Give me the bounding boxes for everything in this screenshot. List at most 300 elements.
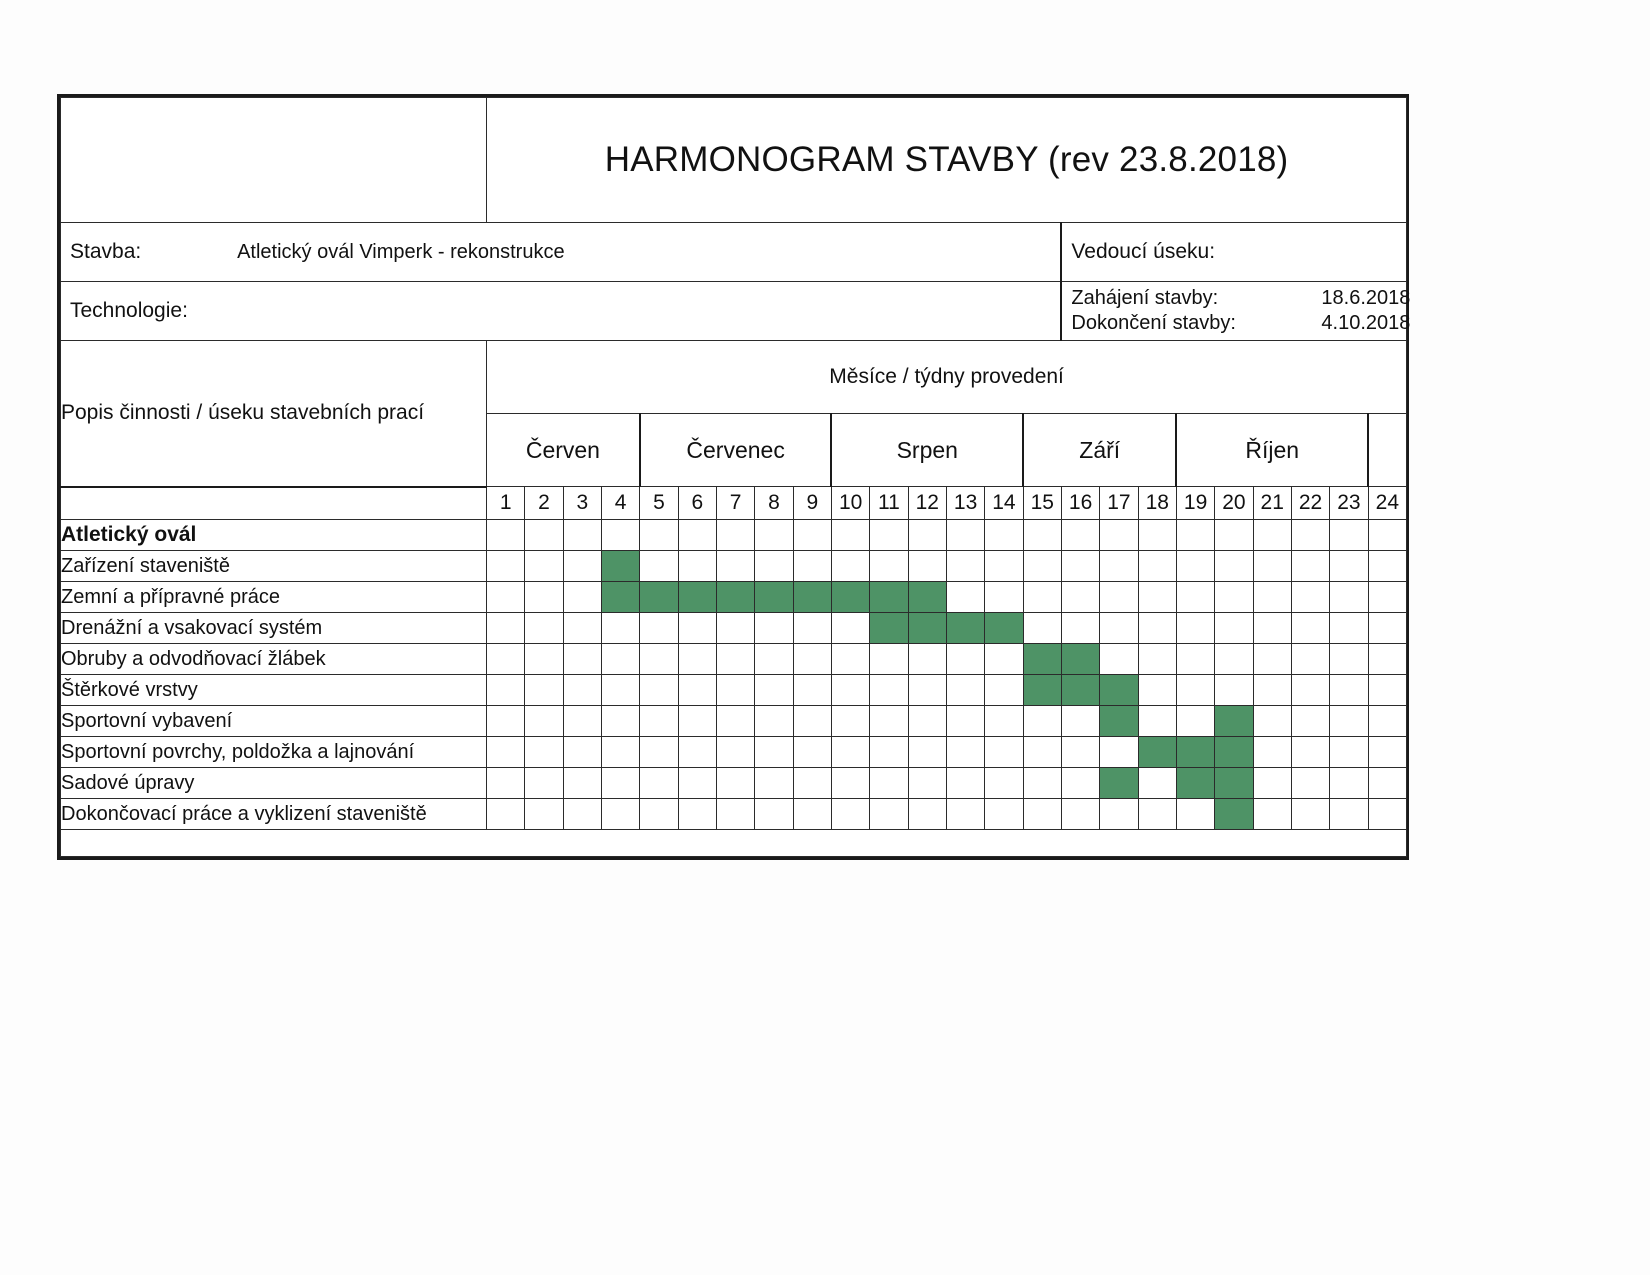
gantt-empty-cell[interactable] <box>793 737 831 768</box>
gantt-empty-cell[interactable] <box>1100 551 1138 582</box>
gantt-empty-cell[interactable] <box>870 706 908 737</box>
gantt-empty-cell[interactable] <box>640 520 678 551</box>
gantt-bar-cell[interactable] <box>1176 768 1214 799</box>
week-number-22: 22 <box>1291 487 1329 520</box>
months-title: Měsíce / týdny provedení <box>487 341 1407 414</box>
stavba-value: Atletický ovál Vimperk - rekonstrukce <box>237 241 565 263</box>
gantt-empty-cell[interactable] <box>1138 582 1176 613</box>
gantt-empty-cell[interactable] <box>985 644 1023 675</box>
gantt-empty-cell[interactable] <box>563 551 601 582</box>
gantt-empty-cell[interactable] <box>985 706 1023 737</box>
gantt-empty-cell[interactable] <box>1061 551 1099 582</box>
gantt-empty-cell[interactable] <box>640 675 678 706</box>
month-header-červen: Červen <box>487 414 640 487</box>
week-number-14: 14 <box>985 487 1023 520</box>
task-label: Štěrkové vrstvy <box>61 675 487 706</box>
gantt-empty-cell[interactable] <box>1061 768 1099 799</box>
gantt-empty-cell[interactable] <box>1253 768 1291 799</box>
gantt-empty-cell[interactable] <box>1061 706 1099 737</box>
gantt-empty-cell[interactable] <box>985 675 1023 706</box>
gantt-empty-cell[interactable] <box>1368 706 1407 737</box>
gantt-empty-cell[interactable] <box>1138 706 1176 737</box>
gantt-empty-cell[interactable] <box>793 613 831 644</box>
gantt-empty-cell[interactable] <box>1138 551 1176 582</box>
gantt-empty-cell[interactable] <box>1253 551 1291 582</box>
gantt-empty-cell[interactable] <box>985 520 1023 551</box>
gantt-bar-cell[interactable] <box>1215 799 1253 830</box>
gantt-empty-cell[interactable] <box>487 706 525 737</box>
gantt-empty-cell[interactable] <box>1138 799 1176 830</box>
week-number-11: 11 <box>870 487 908 520</box>
gantt-empty-cell[interactable] <box>1368 737 1407 768</box>
gantt-empty-cell[interactable] <box>870 551 908 582</box>
gantt-empty-cell[interactable] <box>831 706 869 737</box>
gantt-empty-cell[interactable] <box>793 706 831 737</box>
gantt-empty-cell[interactable] <box>793 644 831 675</box>
gantt-empty-cell[interactable] <box>1330 582 1368 613</box>
gantt-bar-cell[interactable] <box>1061 644 1099 675</box>
gantt-empty-cell[interactable] <box>831 768 869 799</box>
gantt-empty-cell[interactable] <box>793 520 831 551</box>
gantt-empty-cell[interactable] <box>640 768 678 799</box>
gantt-empty-cell[interactable] <box>716 644 754 675</box>
gantt-empty-cell[interactable] <box>908 644 946 675</box>
gantt-empty-cell[interactable] <box>946 644 984 675</box>
gantt-empty-cell[interactable] <box>678 706 716 737</box>
gantt-empty-cell[interactable] <box>601 520 639 551</box>
task-row[interactable] <box>61 768 1407 799</box>
stavba-label: Stavba: <box>70 240 142 263</box>
gantt-empty-cell[interactable] <box>946 520 984 551</box>
gantt-empty-cell[interactable] <box>640 613 678 644</box>
gantt-empty-cell[interactable] <box>985 551 1023 582</box>
gantt-empty-cell[interactable] <box>1100 644 1138 675</box>
gantt-empty-cell[interactable] <box>1330 613 1368 644</box>
gantt-empty-cell[interactable] <box>601 644 639 675</box>
gantt-bar-cell[interactable] <box>1023 675 1061 706</box>
gantt-empty-cell[interactable] <box>1291 768 1329 799</box>
gantt-empty-cell[interactable] <box>1215 551 1253 582</box>
task-row[interactable] <box>61 582 1407 613</box>
week-numbers-row <box>61 487 1407 520</box>
gantt-empty-cell[interactable] <box>755 737 793 768</box>
gantt-empty-cell[interactable] <box>755 613 793 644</box>
gantt-empty-cell[interactable] <box>946 706 984 737</box>
gantt-empty-cell[interactable] <box>1138 520 1176 551</box>
gantt-empty-cell[interactable] <box>678 675 716 706</box>
gantt-empty-cell[interactable] <box>831 675 869 706</box>
gantt-empty-cell[interactable] <box>908 551 946 582</box>
task-label: Sadové úpravy <box>61 768 487 799</box>
gantt-empty-cell[interactable] <box>908 799 946 830</box>
gantt-empty-cell[interactable] <box>985 768 1023 799</box>
gantt-empty-cell[interactable] <box>525 675 563 706</box>
gantt-empty-cell[interactable] <box>755 551 793 582</box>
gantt-empty-cell[interactable] <box>870 799 908 830</box>
month-header-září: Září <box>1023 414 1176 487</box>
gantt-empty-cell[interactable] <box>487 644 525 675</box>
gantt-empty-cell[interactable] <box>870 520 908 551</box>
gantt-empty-cell[interactable] <box>1215 675 1253 706</box>
week-row-spacer <box>61 487 487 520</box>
gantt-empty-cell[interactable] <box>640 737 678 768</box>
gantt-empty-cell[interactable] <box>525 799 563 830</box>
gantt-empty-cell[interactable] <box>908 737 946 768</box>
gantt-empty-cell[interactable] <box>716 768 754 799</box>
gantt-bar-cell[interactable] <box>640 582 678 613</box>
gantt-empty-cell[interactable] <box>487 520 525 551</box>
gantt-empty-cell[interactable] <box>640 706 678 737</box>
gantt-empty-cell[interactable] <box>1253 613 1291 644</box>
gantt-empty-cell[interactable] <box>601 613 639 644</box>
gantt-bar-cell[interactable] <box>1100 675 1138 706</box>
title-corner-left <box>61 98 487 223</box>
gantt-bar-cell[interactable] <box>716 582 754 613</box>
gantt-empty-cell[interactable] <box>678 799 716 830</box>
gantt-empty-cell[interactable] <box>1368 582 1407 613</box>
week-number-15: 15 <box>1023 487 1061 520</box>
gantt-empty-cell[interactable] <box>831 799 869 830</box>
gantt-empty-cell[interactable] <box>1330 551 1368 582</box>
gantt-empty-cell[interactable] <box>1330 520 1368 551</box>
gantt-empty-cell[interactable] <box>793 799 831 830</box>
gantt-empty-cell[interactable] <box>831 613 869 644</box>
gantt-empty-cell[interactable] <box>1368 520 1407 551</box>
gantt-empty-cell[interactable] <box>1176 582 1214 613</box>
gantt-empty-cell[interactable] <box>563 799 601 830</box>
gantt-empty-cell[interactable] <box>640 644 678 675</box>
stavba-row <box>61 223 1407 282</box>
gantt-empty-cell[interactable] <box>525 613 563 644</box>
gantt-empty-cell[interactable] <box>1176 613 1214 644</box>
gantt-empty-cell[interactable] <box>946 582 984 613</box>
task-label: Zařízení staveniště <box>61 551 487 582</box>
gantt-empty-cell[interactable] <box>487 799 525 830</box>
week-number-2: 2 <box>525 487 563 520</box>
gantt-empty-cell[interactable] <box>1138 675 1176 706</box>
gantt-empty-cell[interactable] <box>525 582 563 613</box>
gantt-empty-cell[interactable] <box>1100 520 1138 551</box>
week-number-18: 18 <box>1138 487 1176 520</box>
gantt-empty-cell[interactable] <box>908 706 946 737</box>
gantt-empty-cell[interactable] <box>755 675 793 706</box>
gantt-empty-cell[interactable] <box>1061 520 1099 551</box>
week-number-5: 5 <box>640 487 678 520</box>
gantt-empty-cell[interactable] <box>870 675 908 706</box>
gantt-bar-cell[interactable] <box>1215 706 1253 737</box>
gantt-empty-cell[interactable] <box>908 520 946 551</box>
gantt-empty-cell[interactable] <box>946 799 984 830</box>
technologie-label: Technologie: <box>70 299 188 322</box>
gantt-bar-cell[interactable] <box>870 582 908 613</box>
gantt-empty-cell[interactable] <box>1023 768 1061 799</box>
gantt-empty-cell[interactable] <box>793 768 831 799</box>
gantt-empty-cell[interactable] <box>946 551 984 582</box>
gantt-empty-cell[interactable] <box>487 582 525 613</box>
gantt-empty-cell[interactable] <box>678 520 716 551</box>
gantt-empty-cell[interactable] <box>1100 613 1138 644</box>
gantt-empty-cell[interactable] <box>1176 520 1214 551</box>
gantt-empty-cell[interactable] <box>1176 644 1214 675</box>
gantt-empty-cell[interactable] <box>946 675 984 706</box>
month-header-extra <box>1368 414 1407 487</box>
gantt-empty-cell[interactable] <box>1253 799 1291 830</box>
gantt-empty-cell[interactable] <box>1291 799 1329 830</box>
gantt-empty-cell[interactable] <box>1368 644 1407 675</box>
task-row[interactable] <box>61 644 1407 675</box>
gantt-empty-cell[interactable] <box>601 737 639 768</box>
gantt-empty-cell[interactable] <box>487 613 525 644</box>
gantt-empty-cell[interactable] <box>1291 582 1329 613</box>
gantt-bar-cell[interactable] <box>831 582 869 613</box>
week-number-8: 8 <box>755 487 793 520</box>
gantt-empty-cell[interactable] <box>525 520 563 551</box>
gantt-empty-cell[interactable] <box>563 520 601 551</box>
gantt-empty-cell[interactable] <box>1253 520 1291 551</box>
month-header-srpen: Srpen <box>831 414 1023 487</box>
gantt-empty-cell[interactable] <box>755 520 793 551</box>
gantt-empty-cell[interactable] <box>716 520 754 551</box>
gantt-empty-cell[interactable] <box>1023 706 1061 737</box>
gantt-empty-cell[interactable] <box>1138 613 1176 644</box>
gantt-empty-cell[interactable] <box>487 675 525 706</box>
task-label: Sportovní vybavení <box>61 706 487 737</box>
task-label: Drenážní a vsakovací systém <box>61 613 487 644</box>
gantt-empty-cell[interactable] <box>1291 737 1329 768</box>
gantt-bar-cell[interactable] <box>601 582 639 613</box>
week-number-16: 16 <box>1061 487 1099 520</box>
month-header-červenec: Červenec <box>640 414 832 487</box>
gantt-empty-cell[interactable] <box>601 799 639 830</box>
gantt-empty-cell[interactable] <box>831 737 869 768</box>
gantt-empty-cell[interactable] <box>1291 644 1329 675</box>
gantt-empty-cell[interactable] <box>1291 675 1329 706</box>
gantt-empty-cell[interactable] <box>1368 613 1407 644</box>
gantt-empty-cell[interactable] <box>985 737 1023 768</box>
task-label: Atletický ovál <box>61 520 487 551</box>
gantt-empty-cell[interactable] <box>946 768 984 799</box>
gantt-empty-cell[interactable] <box>1138 644 1176 675</box>
gantt-empty-cell[interactable] <box>1368 768 1407 799</box>
zahajeni-value: 18.6.2018 <box>1321 287 1411 309</box>
gantt-empty-cell[interactable] <box>1330 644 1368 675</box>
dates-cell <box>1061 282 1411 341</box>
gantt-empty-cell[interactable] <box>1291 706 1329 737</box>
dokonceni-label: Dokončení stavby: <box>1071 312 1236 334</box>
gantt-empty-cell[interactable] <box>1023 582 1061 613</box>
month-header-říjen: Říjen <box>1176 414 1368 487</box>
gantt-bar-cell[interactable] <box>946 613 984 644</box>
gantt-empty-cell[interactable] <box>601 768 639 799</box>
gantt-empty-cell[interactable] <box>1291 520 1329 551</box>
gantt-empty-cell[interactable] <box>908 768 946 799</box>
gantt-bar-cell[interactable] <box>1138 737 1176 768</box>
gantt-empty-cell[interactable] <box>946 737 984 768</box>
gantt-empty-cell[interactable] <box>716 675 754 706</box>
gantt-empty-cell[interactable] <box>1138 768 1176 799</box>
task-row[interactable] <box>61 799 1407 830</box>
gantt-empty-cell[interactable] <box>563 613 601 644</box>
gantt-empty-cell[interactable] <box>487 737 525 768</box>
gantt-empty-cell[interactable] <box>755 644 793 675</box>
gantt-empty-cell[interactable] <box>1330 799 1368 830</box>
gantt-empty-cell[interactable] <box>1291 613 1329 644</box>
gantt-empty-cell[interactable] <box>716 706 754 737</box>
gantt-empty-cell[interactable] <box>755 768 793 799</box>
gantt-empty-cell[interactable] <box>870 768 908 799</box>
gantt-empty-cell[interactable] <box>640 799 678 830</box>
gantt-empty-cell[interactable] <box>716 613 754 644</box>
gantt-empty-cell[interactable] <box>525 768 563 799</box>
gantt-empty-cell[interactable] <box>985 582 1023 613</box>
gantt-bar-cell[interactable] <box>1100 768 1138 799</box>
gantt-empty-cell[interactable] <box>563 768 601 799</box>
gantt-empty-cell[interactable] <box>1253 582 1291 613</box>
week-number-7: 7 <box>716 487 754 520</box>
gantt-bar-cell[interactable] <box>908 613 946 644</box>
gantt-empty-cell[interactable] <box>1330 675 1368 706</box>
gantt-empty-cell[interactable] <box>1368 675 1407 706</box>
gantt-empty-cell[interactable] <box>831 520 869 551</box>
gantt-empty-cell[interactable] <box>1253 644 1291 675</box>
table-footer-strip <box>61 830 1407 857</box>
week-number-6: 6 <box>678 487 716 520</box>
gantt-empty-cell[interactable] <box>1061 613 1099 644</box>
gantt-empty-cell[interactable] <box>831 644 869 675</box>
gantt-empty-cell[interactable] <box>985 799 1023 830</box>
gantt-empty-cell[interactable] <box>563 582 601 613</box>
gantt-empty-cell[interactable] <box>755 706 793 737</box>
week-number-3: 3 <box>563 487 601 520</box>
gantt-empty-cell[interactable] <box>1330 768 1368 799</box>
gantt-empty-cell[interactable] <box>831 551 869 582</box>
gantt-empty-cell[interactable] <box>563 737 601 768</box>
gantt-empty-cell[interactable] <box>1330 706 1368 737</box>
gantt-empty-cell[interactable] <box>716 737 754 768</box>
gantt-empty-cell[interactable] <box>1215 582 1253 613</box>
gantt-empty-cell[interactable] <box>1215 613 1253 644</box>
gantt-empty-cell[interactable] <box>716 551 754 582</box>
harmonogram-table <box>57 94 1409 860</box>
gantt-empty-cell[interactable] <box>678 644 716 675</box>
gantt-empty-cell[interactable] <box>1330 737 1368 768</box>
gantt-empty-cell[interactable] <box>678 737 716 768</box>
gantt-bar-cell[interactable] <box>1176 737 1214 768</box>
gantt-empty-cell[interactable] <box>525 706 563 737</box>
gantt-empty-cell[interactable] <box>601 706 639 737</box>
task-row[interactable] <box>61 675 1407 706</box>
gantt-bar-cell[interactable] <box>908 582 946 613</box>
gantt-empty-cell[interactable] <box>1023 551 1061 582</box>
task-row[interactable] <box>61 520 1407 551</box>
gantt-empty-cell[interactable] <box>563 644 601 675</box>
gantt-empty-cell[interactable] <box>1215 520 1253 551</box>
months-title-row <box>61 341 1407 414</box>
gantt-empty-cell[interactable] <box>1291 551 1329 582</box>
gantt-empty-cell[interactable] <box>1023 799 1061 830</box>
gantt-bar-cell[interactable] <box>793 582 831 613</box>
gantt-empty-cell[interactable] <box>487 768 525 799</box>
gantt-bar-cell[interactable] <box>1215 768 1253 799</box>
gantt-empty-cell[interactable] <box>716 799 754 830</box>
gantt-empty-cell[interactable] <box>908 675 946 706</box>
gantt-empty-cell[interactable] <box>1176 799 1214 830</box>
gantt-empty-cell[interactable] <box>1368 799 1407 830</box>
gantt-empty-cell[interactable] <box>1061 799 1099 830</box>
gantt-empty-cell[interactable] <box>1061 737 1099 768</box>
gantt-empty-cell[interactable] <box>1100 582 1138 613</box>
gantt-empty-cell[interactable] <box>870 644 908 675</box>
gantt-bar-cell[interactable] <box>1023 644 1061 675</box>
zahajeni-label: Zahájení stavby: <box>1071 287 1219 309</box>
gantt-bar-cell[interactable] <box>755 582 793 613</box>
gantt-empty-cell[interactable] <box>1100 737 1138 768</box>
gantt-empty-cell[interactable] <box>793 551 831 582</box>
gantt-empty-cell[interactable] <box>525 551 563 582</box>
gantt-bar-cell[interactable] <box>601 551 639 582</box>
week-number-13: 13 <box>946 487 984 520</box>
gantt-empty-cell[interactable] <box>525 737 563 768</box>
gantt-bar-cell[interactable] <box>1061 675 1099 706</box>
task-label: Dokončovací práce a vyklizení staveniště <box>61 799 487 830</box>
gantt-empty-cell[interactable] <box>487 551 525 582</box>
task-label: Sportovní povrchy, poldožka a lajnování <box>61 737 487 768</box>
week-number-12: 12 <box>908 487 946 520</box>
gantt-bar-cell[interactable] <box>870 613 908 644</box>
gantt-empty-cell[interactable] <box>1100 799 1138 830</box>
title-row <box>61 98 1407 223</box>
gantt-empty-cell[interactable] <box>563 675 601 706</box>
task-row[interactable] <box>61 613 1407 644</box>
gantt-bar-cell[interactable] <box>1215 737 1253 768</box>
gantt-bar-cell[interactable] <box>985 613 1023 644</box>
task-row[interactable] <box>61 551 1407 582</box>
gantt-empty-cell[interactable] <box>678 551 716 582</box>
gantt-empty-cell[interactable] <box>640 551 678 582</box>
gantt-empty-cell[interactable] <box>755 799 793 830</box>
gantt-empty-cell[interactable] <box>1061 582 1099 613</box>
gantt-empty-cell[interactable] <box>1215 644 1253 675</box>
gantt-empty-cell[interactable] <box>601 675 639 706</box>
gantt-empty-cell[interactable] <box>1176 675 1214 706</box>
gantt-empty-cell[interactable] <box>1253 675 1291 706</box>
gantt-bar-cell[interactable] <box>678 582 716 613</box>
gantt-bar-cell[interactable] <box>1100 706 1138 737</box>
gantt-empty-cell[interactable] <box>1176 706 1214 737</box>
gantt-empty-cell[interactable] <box>1023 737 1061 768</box>
gantt-empty-cell[interactable] <box>1176 551 1214 582</box>
gantt-empty-cell[interactable] <box>563 706 601 737</box>
dokonceni-value: 4.10.2018 <box>1321 312 1411 334</box>
gantt-empty-cell[interactable] <box>1253 737 1291 768</box>
task-row[interactable] <box>61 706 1407 737</box>
task-row[interactable] <box>61 737 1407 768</box>
technologie-cell <box>61 282 1062 341</box>
task-label: Obruby a odvodňovací žlábek <box>61 644 487 675</box>
gantt-empty-cell[interactable] <box>1253 706 1291 737</box>
gantt-empty-cell[interactable] <box>678 613 716 644</box>
gantt-empty-cell[interactable] <box>678 768 716 799</box>
gantt-empty-cell[interactable] <box>525 644 563 675</box>
gantt-empty-cell[interactable] <box>1023 613 1061 644</box>
gantt-empty-cell[interactable] <box>793 675 831 706</box>
gantt-empty-cell[interactable] <box>1368 551 1407 582</box>
week-number-19: 19 <box>1176 487 1214 520</box>
gantt-empty-cell[interactable] <box>870 737 908 768</box>
week-number-9: 9 <box>793 487 831 520</box>
gantt-empty-cell[interactable] <box>1023 520 1061 551</box>
task-label: Zemní a přípravné práce <box>61 582 487 613</box>
